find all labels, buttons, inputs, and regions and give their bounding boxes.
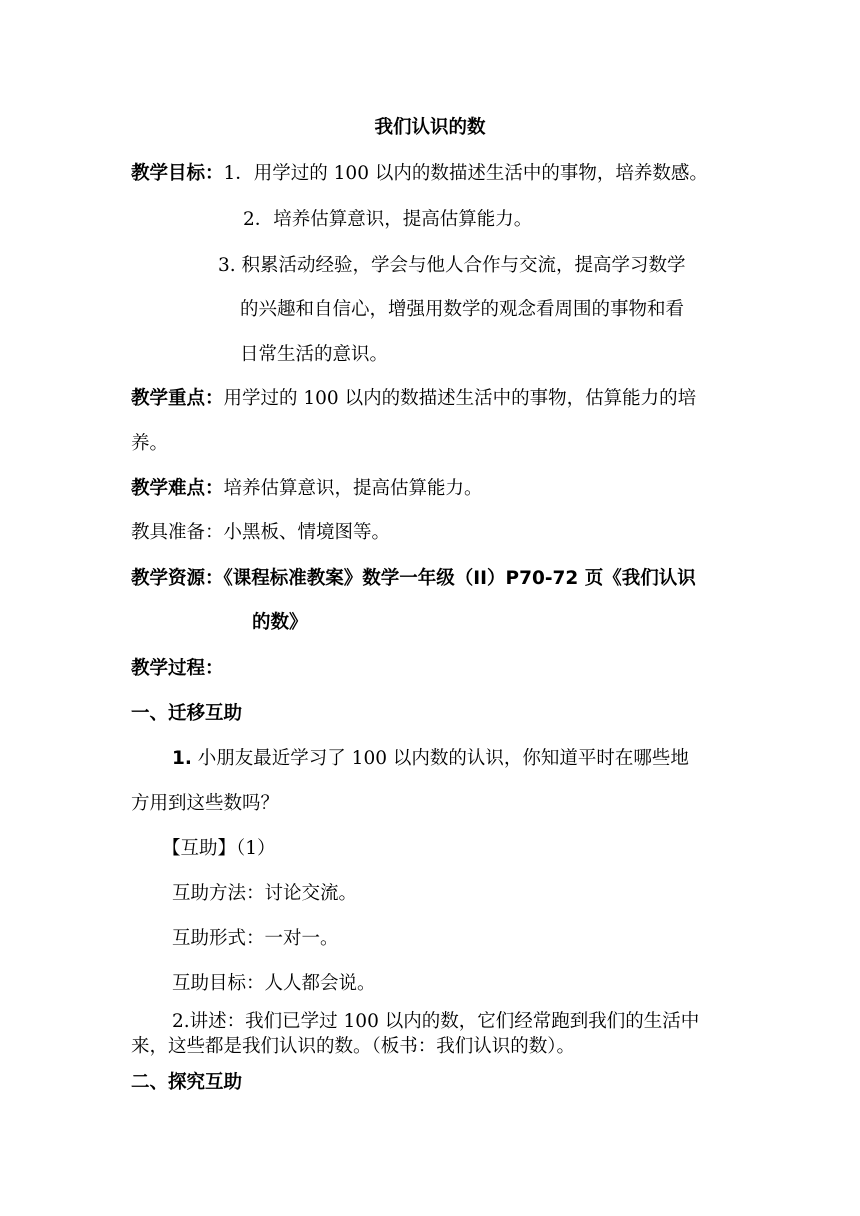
difficulties-row	[131, 477, 483, 501]
objective-item-2: 2．培养估算意识，提高估算能力。	[243, 209, 533, 230]
section-1-paragraph-1-line-1	[172, 747, 689, 771]
key-points-text-line-2: 养。	[131, 433, 169, 454]
paragraph-1-number: 1.	[172, 748, 192, 769]
section-1-paragraph-1-line-2: 方用到这些数吗？	[131, 793, 280, 814]
objective-item-1: 1．用学过的 100 以内的数描述生活中的事物，培养数感。	[223, 163, 708, 184]
paragraph-1-text: 小朋友最近学习了 100 以内数的认识，你知道平时在哪些地	[191, 748, 689, 769]
objective-item-3-line-1: 3. 积累活动经验，学会与他人合作与交流，提高学习数学	[218, 255, 686, 276]
resources-label: 教学资源：	[131, 568, 224, 589]
help-form: 互助形式：一对一。	[172, 928, 339, 949]
objectives-label: 教学目标：	[131, 163, 224, 184]
section-1-paragraph-2-line-2: 来，这些都是我们认识的数。（板书：我们认识的数）。	[131, 1036, 576, 1057]
section-1-paragraph-2-line-1: 2.讲述：我们已学过 100 以内的数，它们经常跑到我们的生活中	[172, 1011, 700, 1032]
key-points-text-line-1: 用学过的 100 以内的数描述生活中的事物，估算能力的培	[223, 388, 697, 409]
key-points-row	[131, 387, 696, 411]
process-label: 教学过程：	[131, 658, 224, 679]
tools-row	[131, 521, 390, 545]
resources-row	[131, 567, 696, 591]
objectives-row	[131, 162, 708, 186]
difficulties-label: 教学难点：	[131, 478, 224, 499]
objective-item-3-line-3: 日常生活的意识。	[240, 344, 389, 365]
help-goal: 互助目标：人人都会说。	[172, 973, 376, 994]
tools-text: 小黑板、情境图等。	[223, 522, 391, 543]
section-1-heading: 一、迁移互助	[131, 703, 243, 724]
section-2-heading: 二、探究互助	[131, 1072, 243, 1093]
resources-text-line-2: 的数》	[252, 612, 308, 633]
help-method: 互助方法：讨论交流。	[172, 883, 358, 904]
page-title: 我们认识的数	[374, 117, 486, 138]
key-points-label: 教学重点：	[131, 388, 224, 409]
resources-text-line-1: 《课程标准教案》数学一年级（II）P70-72 页《我们认识	[223, 568, 696, 589]
help-label: 【互助】（1）	[162, 838, 276, 859]
tools-label: 教具准备：	[131, 522, 224, 543]
difficulties-text: 培养估算意识，提高估算能力。	[223, 478, 483, 499]
objective-item-3-line-2: 的兴趣和自信心，增强用数学的观念看周围的事物和看	[240, 299, 685, 320]
